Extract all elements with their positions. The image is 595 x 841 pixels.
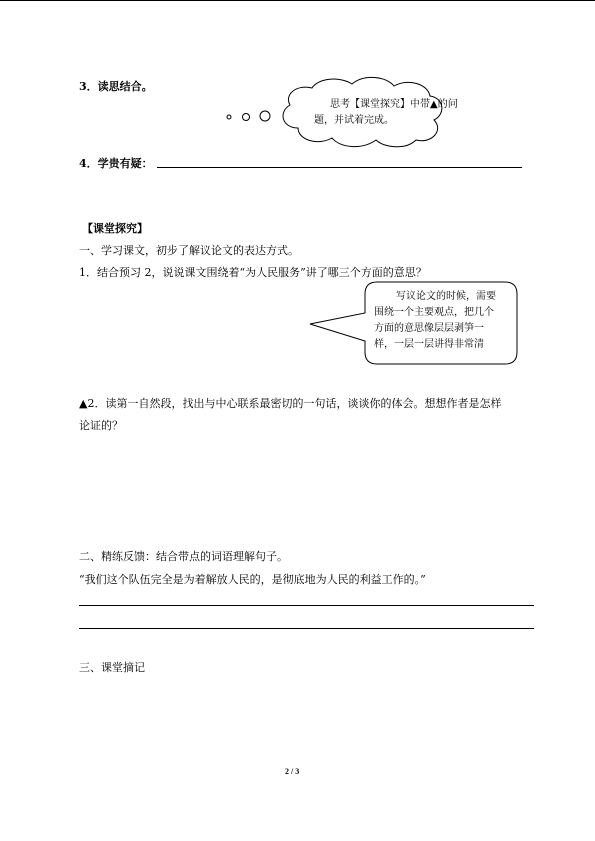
- question-2-line-2: 论证的？: [79, 419, 123, 432]
- cloud-text-line-2: 题，并试着完成。: [314, 115, 394, 126]
- section-2-quote: “我们这个队伍完全是为着解放人民的，是彻底地为人民的利益工作的。”: [79, 573, 426, 586]
- speech-bubble-line-3: 方面的意思像层层剥笋一: [374, 323, 484, 334]
- speech-bubble-line-2: 围绕一个主要观点，把几个: [374, 307, 494, 318]
- question-1: 1．结合预习 2，说说课文围绕着“为人民服务”讲了哪三个方面的意思？: [79, 266, 427, 279]
- section-3-title: 三、课堂摘记: [79, 661, 145, 674]
- item-4-label: 4．学贵有疑：: [79, 157, 153, 170]
- speech-bubble-line-4: 样，一层一层讲得非常清: [374, 339, 484, 350]
- speech-bubble-line-1: 写议论文的时候，需要: [396, 291, 496, 302]
- answer-line-1[interactable]: [79, 605, 534, 606]
- cloud-text-line-1: 思考【课堂探究】中带▲的问: [330, 99, 458, 110]
- section-heading-ketang: 【课堂探究】: [82, 222, 148, 235]
- page-number: 2 / 3: [285, 767, 300, 776]
- question-2-line-1: ▲2．读第一自然段，找出与中心联系最密切的一句话，谈谈你的体会。想想作者是怎样: [79, 397, 502, 410]
- section-1-title: 一、学习课文，初步了解议论文的表达方式。: [79, 244, 299, 257]
- answer-line-2[interactable]: [79, 628, 534, 629]
- item-3-label: 3．读思结合。: [79, 80, 153, 93]
- section-2-title: 二、精练反馈：结合带点的词语理解句子。: [79, 550, 288, 563]
